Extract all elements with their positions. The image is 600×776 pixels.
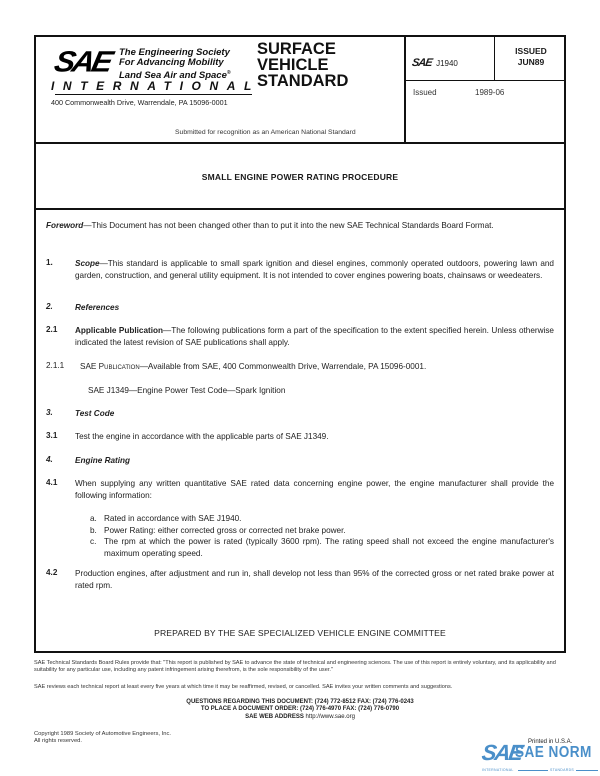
issued-cell-divider xyxy=(494,35,495,81)
doc-number-cell xyxy=(412,53,458,71)
submitted-note: Submitted for recognition as an American National Standard xyxy=(175,129,356,136)
header-right-divider xyxy=(404,35,406,143)
document-title: SMALL ENGINE POWER RATING PROCEDURE xyxy=(201,172,399,182)
sae-norm-stamp xyxy=(482,740,600,776)
web-line: SAE WEB ADDRESS http://www.sae.org xyxy=(245,713,355,720)
sae-tagline: The Engineering Society For Advancing Mobility Land Sea Air and Space® xyxy=(119,47,231,82)
section-heading: Applicable Publication xyxy=(75,326,164,335)
policy-statement: SAE Technical Standards Board Rules provide that: "This report is published by SAE to advance the state of technical and engineering sciences. The use of this report is entirely voluntary, and its applicability and suitability for any particular use, including any patent infringement arising therefrom, is the sole responsibility of the user." xyxy=(34,660,556,674)
section-number: 4.2 xyxy=(46,568,58,577)
section-scope: Scope—This standard is applicable to small spark ignition and diesel engines, commonly operated outdoors, powering lawn and garden, construction, and general utility equipment. It is not intended to cover engines powering boats, chainsaws or weedeaters. xyxy=(75,259,554,280)
rating-info-list xyxy=(90,513,554,559)
section-number: 3.1 xyxy=(46,431,58,440)
section-number: 4. xyxy=(46,455,53,464)
international-wordmark: INTERNATIONAL xyxy=(51,79,260,93)
list-item: b. Power Rating: either corrected gross or corrected net brake power. xyxy=(90,525,346,535)
stamp-sub-left: INTERNATIONAL xyxy=(482,768,514,772)
section-number: 2.1.1 xyxy=(46,361,65,370)
section-sae-publication: SAE Publication—Available from SAE, 400 Commonwealth Drive, Warrendale, PA 15096-0001. xyxy=(80,362,427,371)
list-item: c. The rpm at which the power is rated (typically 3600 rpm). The rating speed shall not exceed the engine manufacturer's maximum operating speed. xyxy=(90,537,554,558)
section-number: 1. xyxy=(46,258,53,267)
order-line: TO PLACE A DOCUMENT ORDER: (724) 776-4970 FAX: (724) 776-0790 xyxy=(200,706,400,713)
section-label: SAE Publication xyxy=(80,362,140,371)
section-number: 4.1 xyxy=(46,478,58,487)
intl-underline xyxy=(55,94,252,95)
contact-block xyxy=(34,699,566,721)
sae-address: 400 Commonwealth Drive, Warrendale, PA 15096-0001 xyxy=(51,98,228,107)
reference-sae-j1349: SAE J1349—Engine Power Test Code—Spark Ignition xyxy=(88,386,286,395)
section-4-2-text: Production engines, after adjustment and run in, shall develop not less than 95% of the corrected gross or net rated brake power at rated rpm. xyxy=(75,569,554,590)
prepared-by: PREPARED BY THE SAE SPECIALIZED VEHICLE ENGINE COMMITTEE xyxy=(154,628,446,638)
doc-number: J1940 xyxy=(436,59,458,68)
issued-row-date: 1989-06 xyxy=(475,88,505,97)
section-heading: Scope xyxy=(75,259,100,268)
section-heading-engine-rating: Engine Rating xyxy=(75,456,131,465)
section-number: 3. xyxy=(46,408,53,417)
standard-type-heading: SURFACE VEHICLE STANDARD xyxy=(257,40,349,90)
list-item: a. Rated in accordance with SAE J1940. xyxy=(90,514,242,523)
header-divider xyxy=(34,142,566,144)
section-heading-test-code: Test Code xyxy=(75,409,115,418)
issued-row-label: Issued xyxy=(413,88,437,97)
stamp-sub-right: STANDARDS xyxy=(550,768,575,772)
web-address-link[interactable]: http://www.sae.org xyxy=(305,713,355,720)
questions-line: QUESTIONS REGARDING THIS DOCUMENT: (724) 772-8512 FAX: (724) 776-0243 xyxy=(186,699,414,705)
sae-small-logo: SAE xyxy=(410,57,433,69)
review-statement: SAE reviews each technical report at least every five years at which time it may be reaffirmed, revised, or cancelled. SAE invites your written comments and suggestions. xyxy=(34,684,453,690)
title-divider xyxy=(34,208,566,210)
section-heading-references: References xyxy=(75,303,120,312)
issued-badge: ISSUED JUN89 xyxy=(515,46,547,67)
section-applicable-publication: Applicable Publication—The following publications form a part of the specification to the extent specified herein. Unless otherwise indicated the latest revision of SAE publications shall apply. xyxy=(75,326,554,347)
stamp-sae-logo: SAE xyxy=(480,740,524,765)
section-number: 2.1 xyxy=(46,325,58,334)
copyright-notice: Copyright 1989 Society of Automotive Engineers, Inc. All rights reserved. xyxy=(34,731,171,744)
foreword-paragraph: Foreword—This Document has not been changed other than to put it into the new SAE Technical Standards Board Format. xyxy=(46,221,494,230)
section-4-1-text: When supplying any written quantitative SAE rated data concerning engine power, the engine manufacturer shall provide the following information: xyxy=(75,479,554,500)
section-number: 2. xyxy=(46,302,53,311)
doc-number-row-divider xyxy=(404,80,566,81)
sae-logo: SAE xyxy=(51,44,114,79)
stamp-sae-norm-text: SAE NORM xyxy=(515,744,592,761)
printed-in: Printed in U.S.A. xyxy=(528,739,573,745)
issued-date-row xyxy=(413,88,563,97)
section-test-code-text: Test the engine in accordance with the applicable parts of SAE J1349. xyxy=(75,432,329,441)
foreword-label: Foreword xyxy=(46,221,84,230)
